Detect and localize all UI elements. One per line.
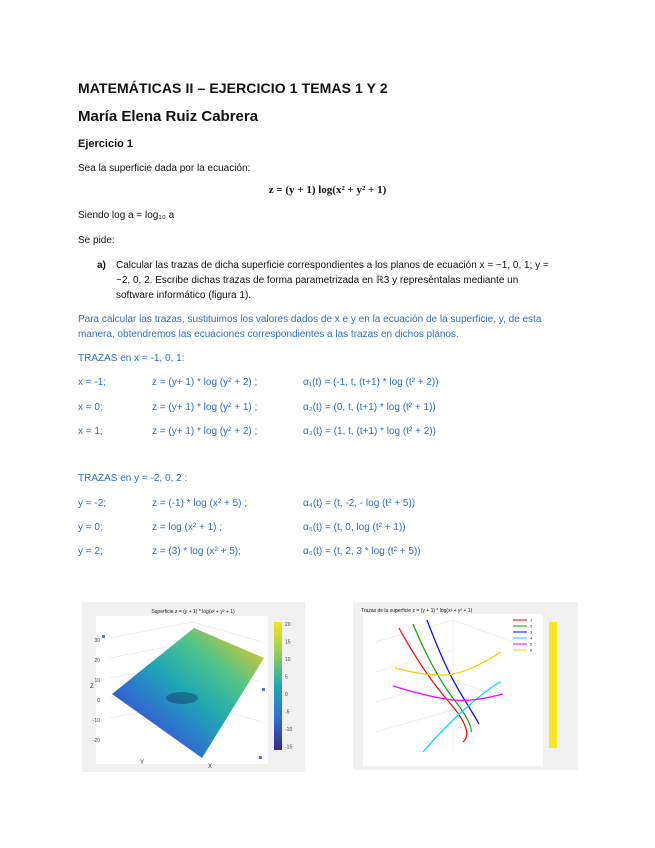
trace-x1-parametrization: α₁(t) = (-1, t, (t+1) * log (t² + 2)) [303, 377, 439, 388]
answer-paragraph-line-1: Para calcular las trazas, sustituimos los valores dados de x e y en la ecuación de la superficie, y, de esta [78, 314, 542, 325]
z-tick-label: 10 [94, 678, 100, 684]
exercise-heading: Ejercicio 1 [78, 138, 134, 150]
surface-plot [82, 602, 305, 772]
item-label: a) [97, 260, 106, 271]
trace-x2-parametrization: α₂(t) = (0, t, (t+1) * log (t² + 1)) [303, 402, 436, 413]
trace-x3-plane: x = 1; [78, 426, 103, 437]
colorbar-tick-label: 0 [285, 692, 288, 698]
surface-title: Superficie z = (y + 1) * log(x² + y² + 1) [151, 609, 235, 615]
traces-y-heading: TRAZAS en y = -2, 0, 2 : [78, 473, 188, 484]
log-note: Siendo log a = log₁₀ a [78, 210, 175, 221]
traces-title: Trazas de la superficie z = (y + 1) * log(x² + y² + 1) [361, 608, 473, 614]
colorbar-tick-label: 20 [285, 622, 291, 628]
colorbar-tick-label: -15 [285, 744, 293, 751]
trace-y2-plane: y = 0; [78, 522, 103, 533]
colorbar-tick-label: -5 [285, 709, 290, 716]
legend-label-6: 6 [530, 647, 533, 653]
z-axis-label: Z [90, 684, 94, 690]
traces-plot [353, 602, 578, 770]
item-text-line-3: software informático (figura 1). [116, 290, 252, 301]
legend-label-3: 3 [530, 629, 533, 635]
surface-figure [82, 602, 305, 772]
legend-label-1: 1 [530, 617, 533, 623]
trace-x1-plane: x = -1; [78, 377, 107, 388]
ask-label: Se pide: [78, 235, 115, 246]
axis-marker [262, 688, 265, 691]
item-text-line-2: −2, 0, 2. Escribe dichas trazas de forma parametrizada en ℝ3 y represéntalas mediante un [116, 275, 519, 286]
colorbar-tick-label: 5 [285, 674, 288, 681]
surface-trough [166, 692, 198, 704]
legend-label-4: 4 [530, 635, 533, 641]
colorbar-tick-label: 10 [285, 657, 291, 663]
colorbar [549, 622, 557, 748]
statement-intro: Sea la superficie dada por la ecuación: [78, 163, 251, 174]
legend-label-5: 5 [530, 641, 533, 647]
document-title: MATEMÁTICAS II – EJERCICIO 1 TEMAS 1 Y 2 [78, 80, 388, 96]
trace-y2-equation: z = log (x² + 1) ; [152, 522, 223, 533]
axis-marker [102, 635, 105, 638]
z-tick-label: -20 [92, 738, 100, 744]
item-text-line-1: Calcular las trazas de dicha superficie correspondientes a los planos de ecuación x = −1, 0, 1; y = [116, 260, 549, 271]
axis-marker [259, 756, 262, 759]
trace-x3-equation: z = (y+ 1) * log (y² + 2) ; [152, 426, 258, 437]
trace-y3-equation: z = (3) * log (x² + 5); [152, 546, 241, 557]
z-tick-label: 30 [94, 638, 100, 644]
trace-y3-parametrization: α₆(t) = (t, 2, 3 * log (t² + 5)) [303, 546, 421, 557]
trace-x2-equation: z = (y+ 1) * log (y² + 1) ; [152, 402, 258, 413]
trace-x2-plane: x = 0; [78, 402, 103, 413]
trace-y1-plane: y = -2; [78, 498, 107, 509]
answer-paragraph-line-2: manera, obtendremos las ecuaciones correspondientes a las trazas en dichos planos. [78, 329, 459, 340]
trace-y1-equation: z = (-1) * log (x² + 5) ; [152, 498, 248, 509]
traces-figure [353, 602, 578, 770]
trace-y3-plane: y = 2; [78, 546, 103, 557]
trace-x1-equation: z = (y+ 1) * log (y² + 2) ; [152, 377, 258, 388]
z-tick-label: -10 [92, 718, 100, 724]
z-tick-label: 0 [97, 698, 100, 704]
surface-equation: z = (y + 1) log(x² + y² + 1) [268, 184, 387, 196]
trace-x3-parametrization: α₃(t) = (1, t, (t+1) * log (t² + 2)) [303, 426, 436, 437]
traces-x-heading: TRAZAS en x = -1, 0, 1: [78, 353, 185, 364]
z-tick-label: 20 [94, 658, 100, 664]
colorbar-tick-label: -10 [285, 727, 293, 733]
colorbar-tick-label: 15 [285, 639, 291, 646]
colorbar [274, 622, 282, 750]
x-axis-label: X [208, 764, 213, 770]
trace-y1-parametrization: α₄(t) = (t, -2, - log (t² + 5)) [303, 498, 416, 509]
legend-label-2: 2 [530, 623, 533, 629]
trace-y2-parametrization: α₅(t) = (t, 0, log (t² + 1)) [303, 522, 406, 533]
y-axis-label: Y [140, 760, 145, 766]
author-name: María Elena Ruiz Cabrera [78, 108, 259, 125]
